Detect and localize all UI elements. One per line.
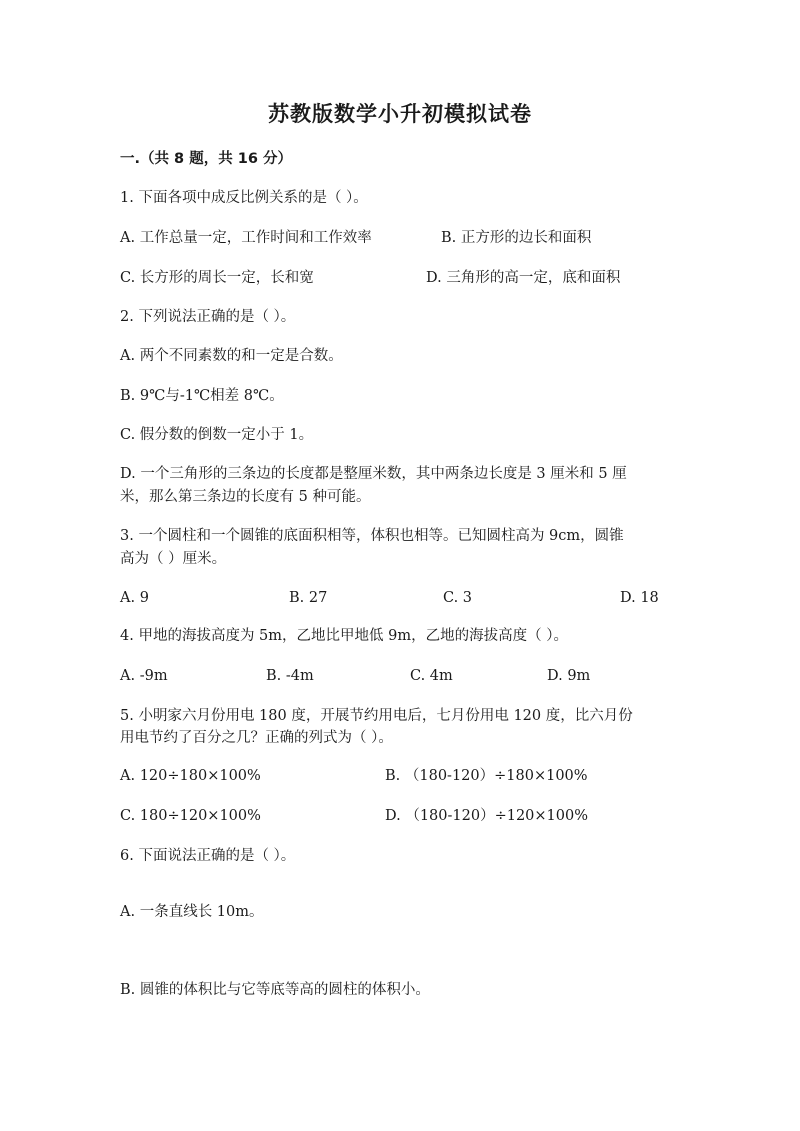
question-5-option-a[interactable]: A. 120÷180×100% — [120, 768, 261, 784]
question-5-stem-line-2: 用电节约了百分之几？正确的列式为（ ）。 — [120, 730, 393, 746]
question-3-stem-line-1: 3. 一个圆柱和一个圆锥的底面积相等，体积也相等。已知圆柱高为 9cm，圆锥 — [120, 528, 624, 544]
question-2-stem: 2. 下列说法正确的是（ ）。 — [120, 309, 296, 325]
question-1-option-a[interactable]: A. 工作总量一定，工作时间和工作效率 — [120, 230, 372, 246]
question-2-option-d-continued: 米，那么第三条边的长度有 5 种可能。 — [120, 489, 371, 505]
question-6-option-b[interactable]: B. 圆锥的体积比与它等底等高的圆柱的体积小。 — [120, 982, 430, 998]
page-title: 苏教版数学小升初模拟试卷 — [268, 102, 532, 126]
question-1-option-c[interactable]: C. 长方形的周长一定，长和宽 — [120, 270, 314, 286]
question-4-option-d[interactable]: D. 9m — [547, 668, 591, 684]
question-5-option-d[interactable]: D. （180-120）÷120×100% — [385, 808, 589, 824]
question-1-stem: 1. 下面各项中成反比例关系的是（ ）。 — [120, 190, 368, 206]
question-4-option-a[interactable]: A. -9m — [120, 668, 168, 684]
question-1-option-b[interactable]: B. 正方形的边长和面积 — [441, 230, 592, 246]
question-3-option-b[interactable]: B. 27 — [289, 590, 328, 606]
question-4-stem: 4. 甲地的海拔高度为 5m，乙地比甲地低 9m，乙地的海拔高度（ ）。 — [120, 628, 568, 644]
question-5-stem-line-1: 5. 小明家六月份用电 180 度，开展节约用电后，七月份用电 120 度，比六月份 — [120, 708, 633, 724]
question-5-option-c[interactable]: C. 180÷120×100% — [120, 808, 261, 824]
question-2-option-b[interactable]: B. 9℃与-1℃相差 8℃。 — [120, 388, 284, 404]
question-3-stem-line-2: 高为（ ）厘米。 — [120, 551, 227, 567]
question-6-stem: 6. 下面说法正确的是（ ）。 — [120, 848, 296, 864]
question-4-option-b[interactable]: B. -4m — [266, 668, 314, 684]
question-2-option-d[interactable]: D. 一个三角形的三条边的长度都是整厘米数，其中两条边长度是 3 厘米和 5 厘 — [120, 466, 627, 482]
question-2-option-a[interactable]: A. 两个不同素数的和一定是合数。 — [120, 348, 343, 364]
question-4-option-c[interactable]: C. 4m — [410, 668, 453, 684]
question-5-option-b[interactable]: B. （180-120）÷180×100% — [385, 768, 588, 784]
question-6-option-a[interactable]: A. 一条直线长 10m。 — [120, 904, 264, 920]
question-2-option-c[interactable]: C. 假分数的倒数一定小于 1。 — [120, 427, 314, 443]
question-3-option-a[interactable]: A. 9 — [120, 590, 149, 606]
question-3-option-d[interactable]: D. 18 — [620, 590, 659, 606]
section-heading: 一.（共 8 题，共 16 分） — [120, 151, 292, 167]
question-1-option-d[interactable]: D. 三角形的高一定，底和面积 — [426, 270, 621, 286]
question-3-option-c[interactable]: C. 3 — [443, 590, 473, 606]
